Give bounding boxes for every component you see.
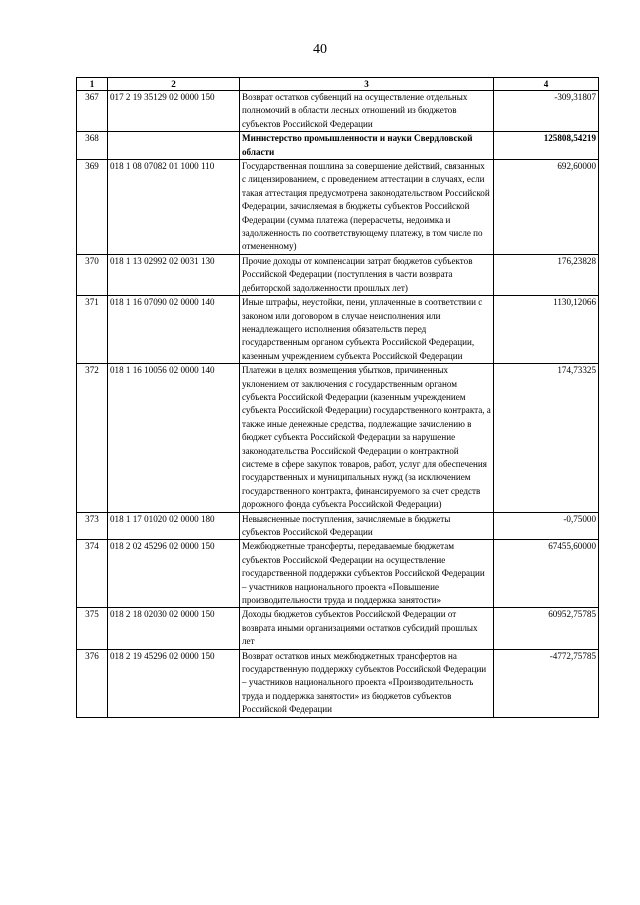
budget-code: 018 2 02 45296 02 0000 150 — [108, 540, 240, 608]
income-description: Министерство промышленности и науки Свердловской области — [240, 132, 494, 160]
amount-value: 176,23828 — [494, 254, 599, 295]
table-row — [77, 649, 599, 717]
budget-code — [108, 132, 240, 160]
budget-code: 018 1 17 01020 02 0000 180 — [108, 512, 240, 540]
budget-table — [76, 77, 599, 718]
income-description: Межбюджетные трансферты, передаваемые бюджетам субъектов Российской Федерации на осуществление государственной поддержки субъектов Российской Федерации – участников национального проекта «Повышение производительности труда и поддержка занятости» — [240, 540, 494, 608]
table-row — [77, 296, 599, 364]
table-header-row — [77, 78, 599, 91]
row-number: 375 — [77, 608, 108, 649]
budget-code: 018 1 16 10056 02 0000 140 — [108, 364, 240, 512]
row-number: 370 — [77, 254, 108, 295]
amount-value: 174,73325 — [494, 364, 599, 512]
budget-code: 018 2 19 45296 02 0000 150 — [108, 649, 240, 717]
amount-value: -0,75000 — [494, 512, 599, 540]
amount-value: 67455,60000 — [494, 540, 599, 608]
row-number: 367 — [77, 91, 108, 132]
amount-value: 60952,75785 — [494, 608, 599, 649]
income-description: Невыясненные поступления, зачисляемые в бюджеты субъектов Российской Федерации — [240, 512, 494, 540]
table-row — [77, 254, 599, 295]
amount-value: -309,31807 — [494, 91, 599, 132]
budget-code: 018 1 08 07082 01 1000 110 — [108, 160, 240, 255]
amount-value: 1130,12066 — [494, 296, 599, 364]
row-number: 368 — [77, 132, 108, 160]
header-col-2: 2 — [108, 78, 240, 91]
row-number: 372 — [77, 364, 108, 512]
table-row — [77, 91, 599, 132]
table-body — [77, 91, 599, 718]
row-number: 373 — [77, 512, 108, 540]
row-number: 371 — [77, 296, 108, 364]
income-description: Доходы бюджетов субъектов Российской Федерации от возврата иными организациями остатков субсидий прошлых лет — [240, 608, 494, 649]
header-col-1: 1 — [77, 78, 108, 91]
income-description: Прочие доходы от компенсации затрат бюджетов субъектов Российской Федерации (поступления в части возврата дебиторской задолженности прошлых лет) — [240, 254, 494, 295]
header-col-3: 3 — [240, 78, 494, 91]
table-row — [77, 364, 599, 512]
amount-value: 692,60000 — [494, 160, 599, 255]
page-number: 40 — [313, 42, 327, 57]
income-description: Государственная пошлина за совершение действий, связанных с лицензированием, с проведением аттестации в случаях, если такая аттестация предусмотрена законодательством Российской Федерации, зачисляемая в бюджеты субъектов Российской Федерации (сумма платежа (перерасчеты, недоимка и задолженность по соответствующему платежу, в том числе по отмененному) — [240, 160, 494, 255]
income-description: Возврат остатков субвенций на осуществление отдельных полномочий в области лесных отношений из бюджетов субъектов Российской Федерации — [240, 91, 494, 132]
amount-value: -4772,75785 — [494, 649, 599, 717]
budget-code: 018 1 13 02992 02 0031 130 — [108, 254, 240, 295]
income-description: Возврат остатков иных межбюджетных трансфертов на государственную поддержку субъектов Российской Федерации – участников национального проекта «Производительность труда и поддержка занятости» из бюджетов субъектов Российской Федерации — [240, 649, 494, 717]
row-number: 376 — [77, 649, 108, 717]
budget-code: 018 1 16 07090 02 0000 140 — [108, 296, 240, 364]
income-description: Платежи в целях возмещения убытков, причиненных уклонением от заключения с государственным органом субъекта Российской Федерации (казенным учреждением субъекта Российской Федерации) государственного контракта, а также иные денежные средства, подлежащие зачислению в бюджет субъекта Российской Федерации за нарушение законодательства Российской Федерации о контрактной системе в сфере закупок товаров, работ, услуг для обеспечения государственных и муниципальных нужд (за исключением государственного контракта, финансируемого за счет средств дорожного фонда субъекта Российской Федерации) — [240, 364, 494, 512]
income-description: Иные штрафы, неустойки, пени, уплаченные в соответствии с законом или договором в случае неисполнения или ненадлежащего исполнения обязательств перед государственным органом субъекта Российской Федерации, казенным учреждением субъекта Российской Федерации — [240, 296, 494, 364]
header-col-4: 4 — [494, 78, 599, 91]
table-row — [77, 132, 599, 160]
budget-code: 017 2 19 35129 02 0000 150 — [108, 91, 240, 132]
amount-value: 125808,54219 — [494, 132, 599, 160]
table-row — [77, 160, 599, 255]
budget-code: 018 2 18 02030 02 0000 150 — [108, 608, 240, 649]
table-row — [77, 608, 599, 649]
table-row — [77, 512, 599, 540]
row-number: 369 — [77, 160, 108, 255]
table-row — [77, 540, 599, 608]
row-number: 374 — [77, 540, 108, 608]
